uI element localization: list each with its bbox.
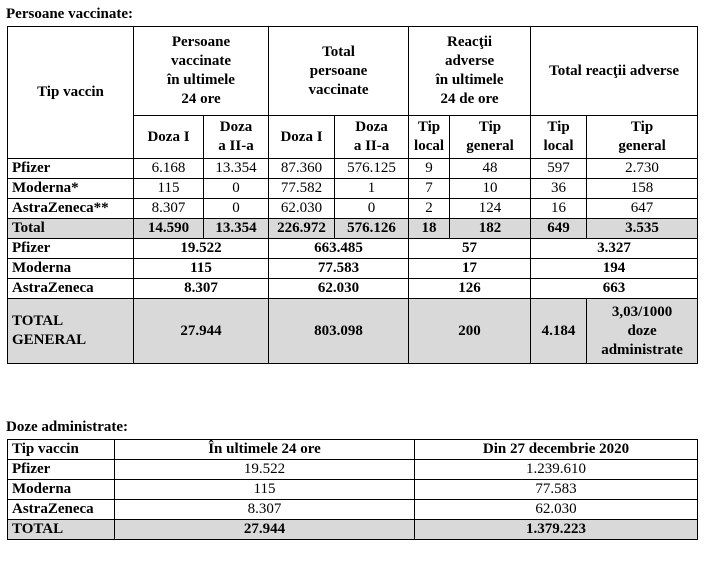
- sub-total-tip-local: Tip local: [531, 116, 587, 159]
- sub-doza1: Doza I: [134, 116, 204, 159]
- header-total-adverse: Total reacţii adverse: [531, 27, 698, 116]
- grand-total-row: TOTAL GENERAL 27.944 803.098 200 4.184 3,03/1000 doze administrate: [8, 299, 698, 364]
- adverse-ratio: 3,03/1000 doze administrate: [587, 299, 698, 364]
- sub-total-tip-general: Tip general: [587, 116, 698, 159]
- table-row: AstraZeneca 8.307 62.030: [8, 500, 698, 520]
- header-tip-vaccin: Tip vaccin: [8, 27, 134, 159]
- header-row: Tip vaccin În ultimele 24 ore Din 27 decembrie 2020: [8, 440, 698, 460]
- sub-doza2: Doza a II-a: [204, 116, 269, 159]
- header-vaccinated-24h: Persoane vaccinate în ultimele 24 ore: [134, 27, 269, 116]
- total-row: TOTAL 27.944 1.379.223: [8, 520, 698, 540]
- sub-total-doza1: Doza I: [269, 116, 335, 159]
- table-row: Pfizer 6.168 13.354 87.360 576.125 9 48 597 2.730: [8, 159, 698, 179]
- summary-row: Pfizer 19.522 663.485 57 3.327: [8, 239, 698, 259]
- section2-title: Doze administrate:: [6, 419, 129, 435]
- table-row: Moderna 115 77.583: [8, 480, 698, 500]
- header-total-vaccinated: Total persoane vaccinate: [269, 27, 409, 116]
- summary-row: Moderna 115 77.583 17 194: [8, 259, 698, 279]
- vaccinated-persons-table: [7, 26, 698, 364]
- header-adverse-24h: Reacţii adverse în ultimele 24 de ore: [409, 27, 531, 116]
- section1-title: Persoane vaccinate:: [6, 6, 134, 22]
- summary-row: AstraZeneca 8.307 62.030 126 663: [8, 279, 698, 299]
- grand-total-label: TOTAL GENERAL: [8, 299, 134, 364]
- sub-tip-local: Tip local: [409, 116, 450, 159]
- table-row: AstraZeneca** 8.307 0 62.030 0 2 124 16 647: [8, 199, 698, 219]
- table-row: Moderna* 115 0 77.582 1 7 10 36 158: [8, 179, 698, 199]
- table-row: Pfizer 19.522 1.239.610: [8, 460, 698, 480]
- sub-total-doza2: Doza a II-a: [335, 116, 409, 159]
- sub-tip-general: Tip general: [450, 116, 531, 159]
- administered-doses-table: [7, 439, 698, 540]
- total-row: Total 14.590 13.354 226.972 576.126 18 182 649 3.535: [8, 219, 698, 239]
